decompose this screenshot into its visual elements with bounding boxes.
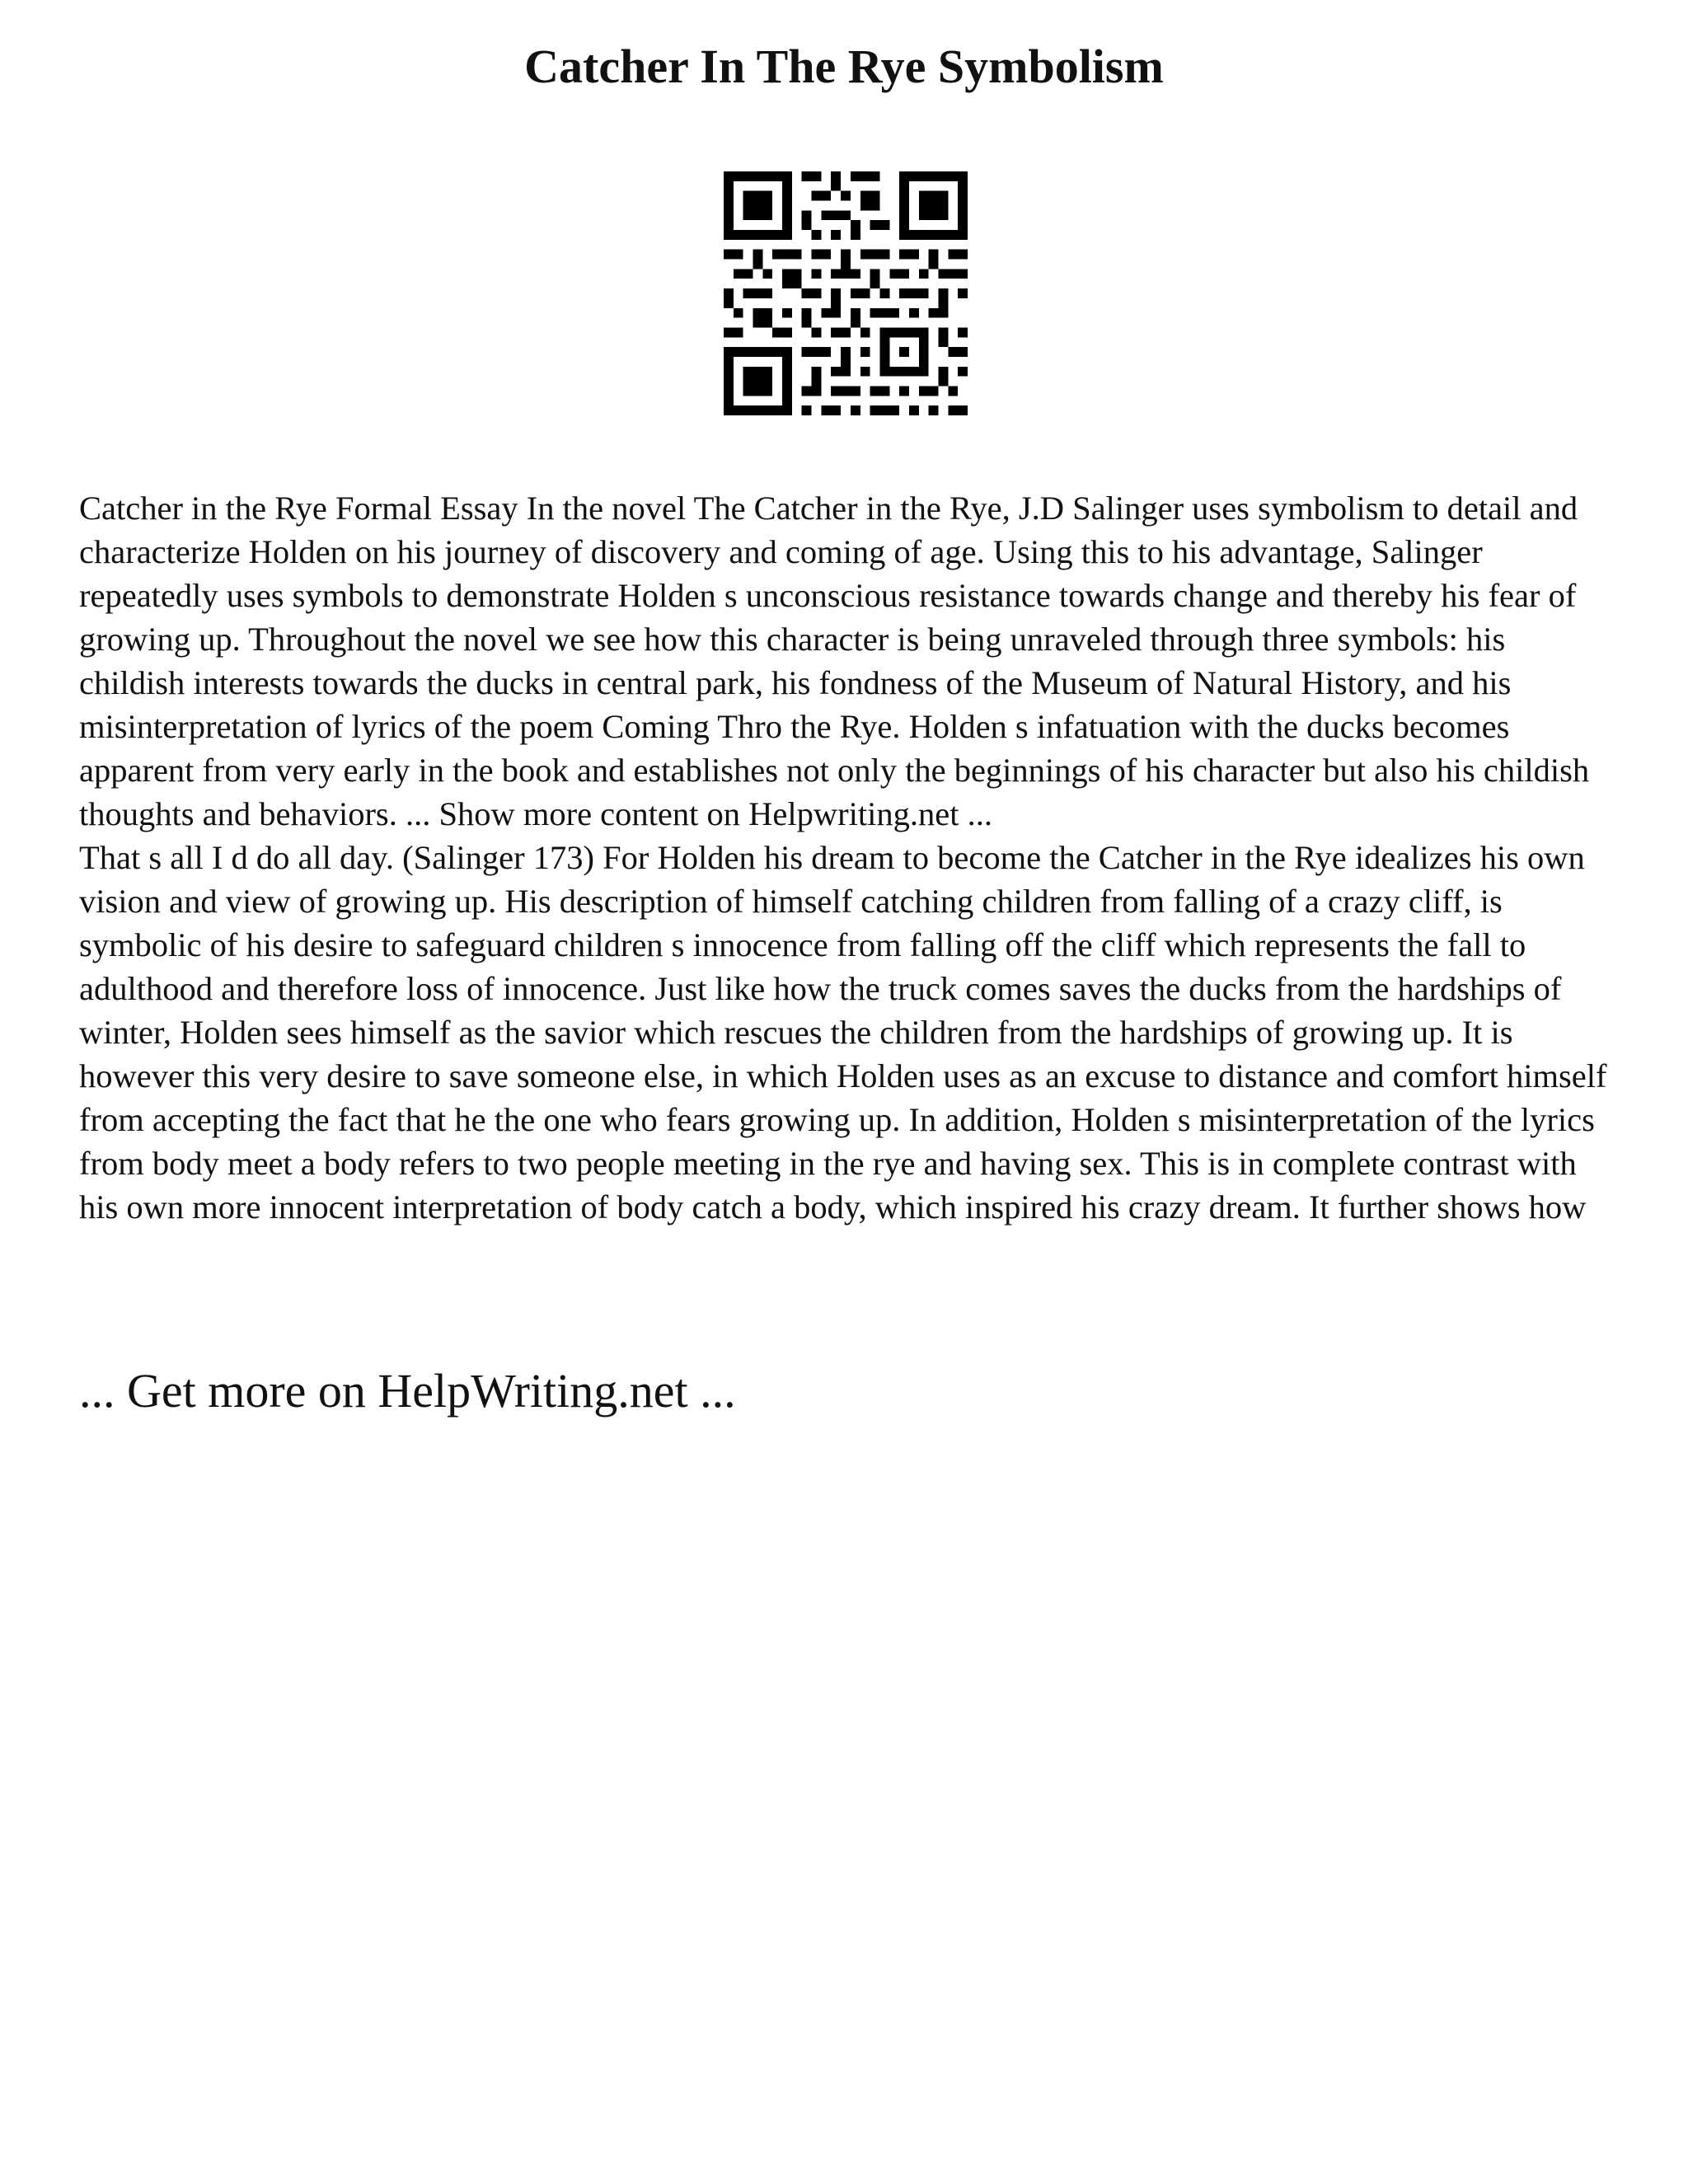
qr-code-image — [724, 171, 968, 415]
essay-body — [79, 486, 1612, 1229]
essay-paragraph: That s all I d do all day. (Salinger 173) For Holden his dream to become the Catcher in the Rye idealizes his own vision and view of growing up. His description of himself catching children from falling of a crazy cliff, is symbolic of his desire to safeguard children s innocence from falling off the cliff which represents the fall to adulthood and therefore loss of innocence. Just like how the truck comes saves the ducks from the hardships of winter, Holden sees himself as the savior which rescues the children from the hardships of growing up. It is however this very desire to save someone else, in which Holden uses as an excuse to distance and comfort himself from accepting the fact that he the one who fears growing up. In addition, Holden s misinterpretation of the lyrics from body meet a body refers to two people meeting in the rye and having sex. This is in complete contrast with his own more innocent interpretation of body catch a body, which inspired his crazy dream. It further shows how — [79, 839, 1607, 1226]
document-title: Catcher In The Rye Symbolism — [524, 40, 1164, 93]
essay-paragraph: Catcher in the Rye Formal Essay In the novel The Catcher in the Rye, J.D Salinger uses symbolism to detail and characterize Holden on his journey of discovery and coming of age. Using this to his advantage, Salinger repeatedly uses symbols to demonstrate Holden s unconscious resistance towards change and thereby his fear of growing up. Throughout the novel we see how this character is being unraveled through three symbols: his childish interests towards the ducks in central park, his fondness of the Museum of Natural History, and his misinterpretation of lyrics of the poem Coming Thro the Rye. Holden s infatuation with the ducks becomes apparent from very early in the book and establishes not only the beginnings of his character but also his childish thoughts and behaviors. ... Show more content on Helpwriting.net ... — [79, 490, 1590, 832]
get-more-link[interactable]: ... Get more on HelpWriting.net ... — [79, 1364, 736, 1418]
qr-code — [724, 171, 968, 415]
